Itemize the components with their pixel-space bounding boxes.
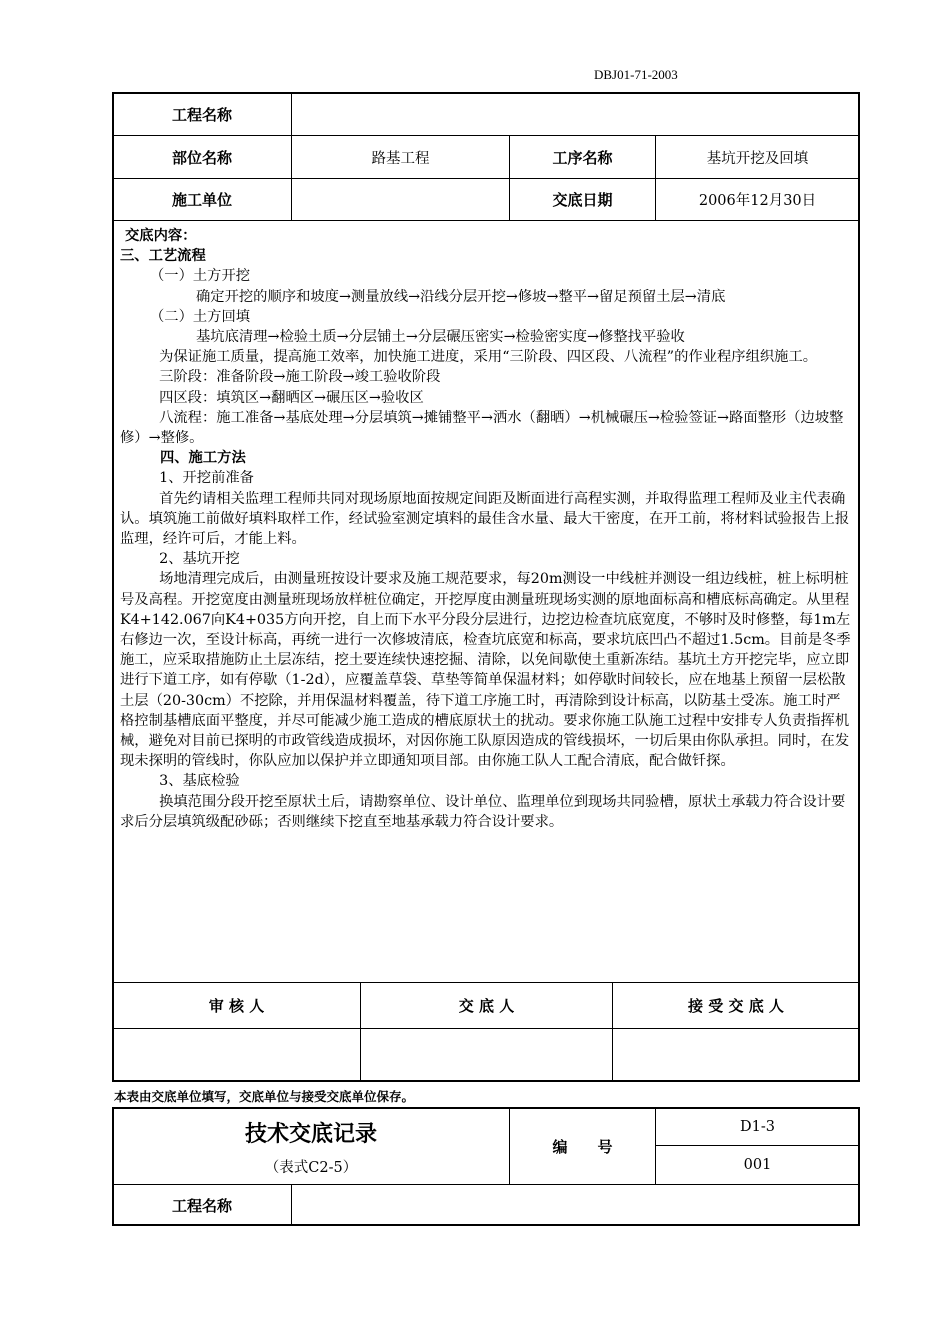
process-name-label: 工序名称 [552, 148, 613, 167]
content-line: 3、基底检验 [150, 773, 240, 790]
content-line: 四、施工方法 [150, 450, 246, 467]
handover-date-label: 交底日期 [552, 191, 613, 209]
form-title: 技术交底记录 [244, 1121, 377, 1147]
form-subtitle: （表式C2-5） [264, 1159, 358, 1176]
content-line: 为保证施工质量，提高施工效率，加快施工进度，采用“三阶段、四区段、八流程”的作业程序组织施工。 [150, 349, 818, 366]
number-bottom-value[interactable]: 001 [743, 1157, 772, 1173]
content-line: 三、工艺流程 [120, 248, 206, 265]
content-line: 四区段：填筑区→翻晒区→碾压区→验收区 [150, 389, 424, 406]
handover-date-value[interactable]: 2006年12月30日 [698, 193, 817, 209]
document-code: DBJ01-71-2003 [594, 67, 678, 82]
content-line: 三阶段：准备阶段→施工阶段→竣工验收阶段 [150, 369, 441, 386]
process-name-value[interactable]: 基坑开挖及回填 [706, 150, 809, 167]
project-name-label: 工程名称 [171, 105, 232, 124]
content-line: 基坑底清理→检验土质→分层铺土→分层碾压密实→检验密实度→修整找平验收 [196, 329, 685, 346]
content-line: 场地清理完成后，由测量班按设计要求及施工规范要求，每20m测设一中线桩并测设一组边线桩，桩上标明桩号及高程。开挖宽度由测量班现场放样桩位确定，开挖厚度由测量班现场实测的原地面标高和槽底标高确定。从里程K4+142.067向K4+035方向开挖，自上而下水平分段分层进行，边挖边检查坑底宽度，不够时及时修整，每1m左右修边一次，至设计标高，再统一进行一次修坡清底，检查坑底宽和标高，要求坑底凹凸不超过1.5cm。目前是冬季施工，应采取措施防止土层冻结，挖土要连续快速挖掘、清除，以免间歇使土重新冻结。基坑土方开挖完毕，应立即进行下道工序，如有停歇（1-2d），应覆盖草袋、草垫等简单保温材料；如停歇时间较长，应在地基上预留一层松散土层（20-30cm）不挖除，并用保温材料覆盖，待下道工序施工时，再清除到设计标高，以防基土受冻。施工时严格控制基槽底面平整度，并尽可能减少施工造成的槽底原状土的扰动。要求你施工队施工过程中安排专人负责指挥机械，避免对目前已探明的市政管线造成损坏，对因你施工队原因造成的管线损坏，一切后果由你队承担。同时，在发现未探明的管线时，你队应加以保护并立即通知项目部。由你施工队人工配合清底，配合做钎探。 [120, 571, 851, 770]
discloser-label: 交 底 人 [458, 997, 515, 1015]
content-line: （二）土方回填 [150, 308, 251, 325]
reviewer-label: 审 核 人 [208, 997, 265, 1015]
discloser-signature-field[interactable] [361, 1029, 612, 1081]
project-name-value[interactable] [292, 93, 859, 135]
content-line: 2、基坑开挖 [150, 551, 240, 568]
construction-unit-label: 施工单位 [171, 191, 232, 209]
content-line: 八流程：施工准备→基底处理→分层填筑→摊铺整平→洒水（翻晒）→机械碾压→检验签证→路面整形（边坡整修）→整修。 [120, 409, 844, 447]
content-line: 换填范围分段开挖至原状土后，请勘察单位、设计单位、监理单位到现场共同验槽，原状土承载力符合设计要求后分层填筑级配砂砾；否则继续下挖直至地基承载力符合设计要求。 [120, 793, 846, 830]
reviewer-signature-field[interactable] [113, 1029, 360, 1081]
construction-unit-value[interactable] [292, 179, 509, 220]
part-name-label: 部位名称 [171, 148, 232, 167]
receiver-label: 接 受 交 底 人 [688, 997, 784, 1015]
content-line: （一）土方开挖 [150, 268, 251, 285]
content-line: 确定开挖的顺序和坡度→测量放线→沿线分层开挖→修坡→整平→留足预留土层→清底 [196, 288, 726, 305]
form-project-name-value[interactable] [292, 1185, 859, 1225]
receiver-signature-field[interactable] [613, 1029, 859, 1081]
footer-note: 本表由交底单位填写，交底单位与接受交底单位保存。 [114, 1089, 415, 1104]
handover-content [120, 226, 852, 832]
number-top-value[interactable]: D1-3 [740, 1118, 775, 1135]
content-line: 1、开挖前准备 [150, 470, 254, 487]
row-divider [113, 220, 859, 221]
content-line: 交底内容： [120, 228, 197, 244]
part-name-value[interactable]: 路基工程 [371, 150, 430, 167]
content-line: 首先约请相关监理工程师共同对现场原地面按规定间距及断面进行高程实测，并取得监理工程师及业主代表确认。填筑施工前做好填料取样工作，经试验室测定填料的最佳含水量、最大干密度，在开工前，将材料试验报告上报监理，经许可后，才能上料。 [120, 490, 850, 548]
number-label: 编 号 [552, 1137, 613, 1156]
form-project-name-label: 工程名称 [171, 1196, 232, 1215]
